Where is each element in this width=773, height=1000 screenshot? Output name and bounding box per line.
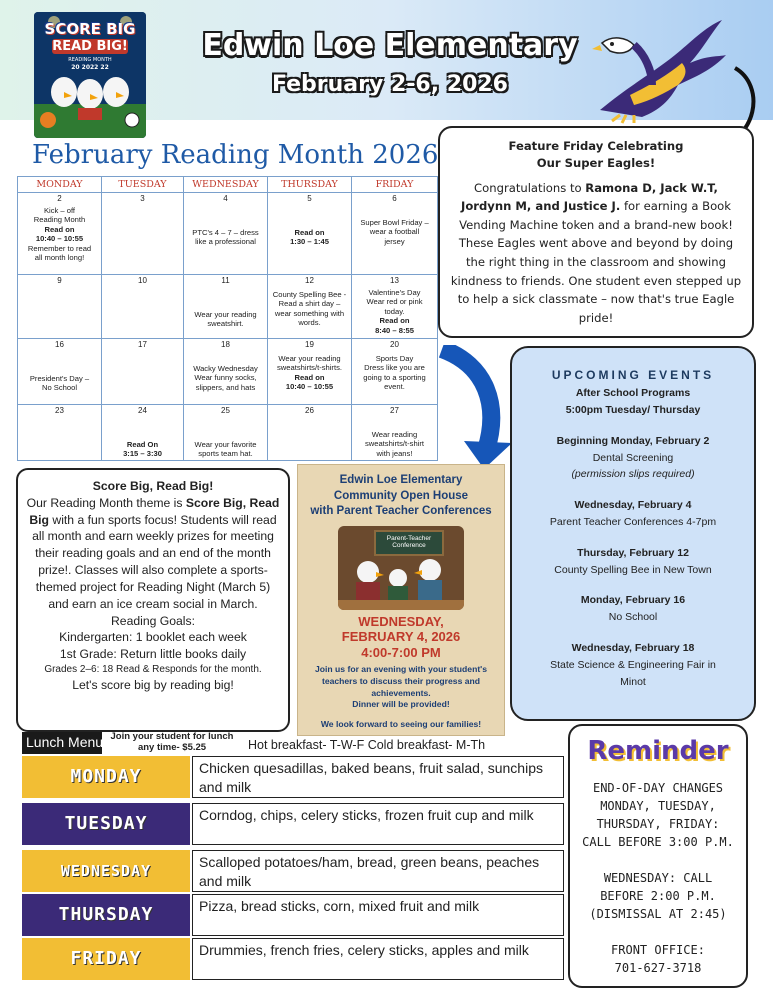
calendar-day-notes	[354, 354, 435, 392]
flyer-title-3: with Parent Teacher Conferences	[310, 505, 492, 518]
calendar-date-number: 24	[138, 406, 147, 415]
calendar-title: February Reading Month 2026	[32, 140, 439, 170]
calendar-note-line: with jeans!	[376, 448, 413, 458]
calendar-week	[18, 339, 438, 405]
events-list	[512, 385, 754, 690]
calendar-note-line: Wear your reading	[278, 354, 341, 363]
reminder-title: Reminder	[587, 736, 729, 766]
calendar-note-line: Sports Day	[375, 354, 414, 363]
calendar-date-number: 13	[390, 276, 399, 285]
calendar-date-number: 6	[392, 194, 397, 203]
calendar-day-notes	[20, 374, 99, 393]
calendar-day-notes	[270, 290, 349, 328]
calendar-date-number: 25	[221, 406, 230, 415]
calendar-day-notes	[20, 206, 99, 263]
calendar-note-line: today.	[384, 306, 405, 316]
calendar-day-cell	[352, 275, 438, 339]
open-house-flyer	[297, 464, 505, 736]
lunch-day-monday: MONDAY	[22, 756, 190, 798]
calendar-note-line: jersey	[384, 236, 405, 246]
calendar-day-cell	[268, 339, 352, 405]
flyer-title-1: Edwin Loe Elementary	[339, 474, 463, 486]
calendar-day-notes	[270, 354, 349, 392]
feature-text-start: Congratulations to	[474, 180, 586, 195]
calendar-day-cell	[102, 339, 184, 405]
week-dates: February 2-6, 2026	[271, 72, 508, 97]
calendar-day-notes	[354, 288, 435, 335]
events-title: UPCOMING EVENTS	[551, 368, 715, 382]
reminder-gap	[570, 851, 746, 869]
reminder-line-3: THURSDAY, FRIDAY:	[596, 817, 720, 831]
lunch-meal: Pizza, bread sticks, corn, mixed fruit and milk	[192, 894, 564, 936]
flyer-title	[298, 473, 504, 520]
event-item	[512, 497, 754, 531]
lunch-meal: Scalloped potatoes/ham, bread, green beans, peaches and milk	[192, 850, 564, 892]
logo-line-2: READ BIG!	[52, 39, 128, 54]
event-detail: Parent Teacher Conferences 4-7pm	[549, 515, 717, 528]
lunch-join-line-1: Join your student for lunch	[110, 731, 234, 742]
lunch-meal: Drummies, french fries, celery sticks, apples and milk	[192, 938, 564, 980]
event-heading: Wednesday, February 4	[574, 499, 692, 512]
event-heading: Monday, February 16	[580, 594, 686, 607]
calendar-day-cell	[102, 193, 184, 275]
calendar-note-line: Wear your reading	[194, 310, 257, 319]
calendar-note-line: 10:40 – 10:55	[35, 234, 84, 244]
calendar-note-line: Wear your favorite	[194, 440, 257, 449]
eagles-icon	[338, 554, 464, 610]
calendar-day-cell	[184, 275, 268, 339]
calendar-week	[18, 405, 438, 461]
calendar-day-notes	[186, 440, 265, 459]
feature-title-1: Feature Friday Celebrating	[508, 139, 684, 153]
calendar-day-cell	[18, 275, 102, 339]
lunch-join-note	[104, 732, 240, 754]
calendar-date-number: 16	[55, 340, 64, 349]
event-heading: Beginning Monday, February 2	[556, 434, 710, 447]
reminder-line-1: END-OF-DAY CHANGES	[592, 781, 724, 795]
calendar-note-line: 10:40 – 10:55	[285, 382, 334, 392]
sign-line-1: Parent-Teacher	[386, 534, 432, 542]
calendar-day-cell	[102, 405, 184, 461]
score-p1c: with a fun sports focus! Students will read all month and earn weekly prizes for meeting their reading goals and an end of the month prize!. Classes will also complete a sports-themed project for Reading Night (March 5) and earn an ice cream social in March.	[32, 512, 277, 611]
flyer-paragraph: Join us for an evening with your student's teachers to discuss their progress and achievements.	[314, 664, 488, 698]
calendar-day-header: THURSDAY	[268, 177, 352, 193]
calendar-note-line: Wear funny socks,	[194, 373, 257, 383]
reminder-line-8: FRONT OFFICE:	[611, 943, 705, 957]
reminder-line-7: (DISMISSAL AT 2:45)	[589, 907, 727, 921]
event-heading: Thursday, February 12	[577, 546, 689, 559]
calendar-day-cell	[18, 405, 102, 461]
calendar-day-cell	[184, 193, 268, 275]
logo-line-1: SCORE BIG	[44, 20, 136, 38]
calendar-note-line: slippers, and hats	[195, 382, 256, 392]
calendar-note-line: 3:15 – 3:30	[123, 449, 162, 459]
school-title: Edwin Loe Elementary	[202, 28, 578, 63]
event-detail: State Science & Engineering Fair in	[550, 658, 716, 671]
calendar-day-header: TUESDAY	[102, 177, 184, 193]
calendar-note-line: 1:30 – 1:45	[290, 237, 329, 247]
lunch-day-thursday: THURSDAY	[22, 894, 190, 936]
calendar-note-line: Reading Month	[33, 215, 86, 225]
upcoming-events-box	[510, 346, 756, 721]
calendar-day-cell	[352, 339, 438, 405]
calendar-note-line: Read on	[379, 316, 410, 326]
flyer-title-2: Community Open House	[333, 489, 469, 502]
flyer-day: WEDNESDAY,	[358, 613, 444, 629]
flyer-time: 4:00-7:00 PM	[361, 644, 441, 660]
calendar-date-number: 17	[138, 340, 147, 349]
calendar-note-line: Remember to read	[27, 243, 92, 253]
score-grades-2-6: Grades 2–6: 18 Read & Responds for the month.	[44, 664, 262, 676]
lunch-join-line-2: any time- $5.25	[137, 741, 207, 753]
calendar-date-number: 4	[223, 194, 228, 203]
calendar-note-line: Wear red or pink	[366, 297, 423, 307]
calendar-day-cell	[184, 405, 268, 461]
score-p1a: Our Reading Month theme is	[26, 495, 186, 510]
event-item	[512, 385, 754, 419]
calendar-day-notes	[104, 440, 181, 459]
calendar-date-number: 5	[307, 194, 312, 203]
calendar-note-line: Read a shirt day –	[278, 299, 341, 309]
score-big-box	[16, 468, 290, 732]
reading-month-calendar	[17, 176, 438, 461]
event-item	[512, 545, 754, 579]
calendar-note-line: Valentine's Day	[368, 288, 421, 297]
calendar-date-number: 20	[390, 340, 399, 349]
calendar-date-number: 3	[140, 194, 145, 203]
calendar-day-cell	[18, 193, 102, 275]
calendar-note-line: sweatshirt.	[207, 319, 244, 329]
score-kindergarten: Kindergarten: 1 booklet each week	[59, 630, 247, 645]
calendar-week	[18, 193, 438, 275]
score-first-grade: 1st Grade: Return little books daily	[59, 647, 247, 662]
calendar-note-line: wear a football	[369, 227, 420, 237]
calendar-note-line: wear something with	[274, 308, 345, 318]
calendar-note-line: Super Bowl Friday –	[360, 218, 429, 227]
calendar-day-cell	[18, 339, 102, 405]
calendar-date-number: 10	[138, 276, 147, 285]
lunch-meal: Chicken quesadillas, baked beans, fruit salad, sunchips and milk	[192, 756, 564, 798]
calendar-day-header: MONDAY	[18, 177, 102, 193]
breakfast-note: Hot breakfast- T-W-F Cold breakfast- M-Th	[248, 738, 486, 752]
calendar-note-line: 8:40 – 8:55	[375, 325, 414, 335]
event-gap	[512, 626, 754, 640]
calendar-note-line: words.	[298, 318, 321, 328]
event-item	[512, 433, 754, 483]
reminder-line-4: CALL BEFORE 3:00 P.M.	[582, 835, 734, 849]
calendar-day-header: WEDNESDAY	[184, 177, 268, 193]
event-detail: 5:00pm Tuesday/ Thursday	[565, 403, 701, 416]
score-paragraph	[24, 495, 282, 613]
calendar-date-number: 18	[221, 340, 230, 349]
calendar-note-line: Kick – off	[43, 206, 76, 215]
calendar-day-notes	[186, 310, 265, 329]
lunch-day-friday: FRIDAY	[22, 938, 190, 980]
calendar-day-notes	[186, 364, 265, 392]
reminder-line-6: BEFORE 2:00 P.M.	[600, 889, 716, 903]
flyer-closing: We look forward to seeing our families!	[320, 718, 482, 729]
feature-text-end: for earning a Book Vending Machine token and a brand-new book! These Eagles went above and beyond by doing the right thing in the classroom and showing kindness to friends. One student even stepped up to help a sick classmate – now that's true Eagle pride!	[450, 199, 742, 325]
event-gap	[512, 419, 754, 433]
calendar-day-notes	[186, 228, 265, 247]
calendar-date-number: 26	[305, 406, 314, 415]
calendar-note-line: President's Day –	[29, 374, 90, 383]
event-detail-2: (permission slips required)	[571, 468, 695, 481]
flyer-full-date: FEBRUARY 4, 2026	[341, 629, 461, 645]
calendar-note-line: Read on	[294, 228, 325, 237]
sign-line-2: Conference	[392, 542, 426, 550]
event-gap	[512, 483, 754, 497]
lunch-meal: Corndog, chips, celery sticks, frozen fruit cup and milk	[192, 803, 564, 845]
calendar-note-line: Read on	[44, 224, 75, 234]
reminder-line-2: MONDAY, TUESDAY,	[600, 799, 716, 813]
reminder-line-5: WEDNESDAY: CALL	[603, 871, 713, 885]
lunch-day-tuesday: TUESDAY	[22, 803, 190, 845]
calendar-note-line: sports team hat.	[198, 449, 253, 459]
flyer-date	[298, 614, 504, 661]
calendar-note-line: Dress like you are	[364, 363, 425, 373]
calendar-day-header: FRIDAY	[352, 177, 438, 193]
event-heading: Wednesday, February 18	[571, 641, 695, 654]
calendar-note-line: going to a sporting	[363, 372, 426, 382]
calendar-day-cell	[102, 275, 184, 339]
score-closing: Let's score big by reading big!	[72, 677, 234, 692]
calendar-week	[18, 275, 438, 339]
reminder-box	[568, 724, 748, 988]
calendar-day-cell	[268, 193, 352, 275]
calendar-date-number: 23	[55, 406, 64, 415]
calendar-day-cell	[352, 193, 438, 275]
event-gap	[512, 578, 754, 592]
event-detail: County Spelling Bee in New Town	[554, 563, 712, 576]
feature-names: Ramona D, Jack W.T, Jordynn M, and Justice J.	[461, 180, 718, 214]
calendar-note-line: Read On	[126, 440, 159, 449]
calendar-day-cell	[268, 405, 352, 461]
event-detail-2: Minot	[620, 675, 646, 688]
calendar-date-number: 19	[305, 340, 314, 349]
event-detail: Dental Screening	[592, 451, 674, 464]
calendar-date-number: 12	[305, 276, 314, 285]
calendar-note-line: County Spelling Bee -	[272, 290, 347, 299]
event-detail: No School	[608, 611, 658, 624]
score-big-logo	[34, 12, 146, 138]
lunch-menu-label: Lunch Menu	[22, 732, 102, 754]
score-theme: Score Big, Read Big	[29, 495, 280, 527]
calendar-note-line: Read on	[294, 372, 325, 382]
score-goals: Reading Goals:	[110, 613, 195, 628]
event-item	[512, 592, 754, 626]
calendar-note-line: No School	[41, 383, 78, 393]
event-gap	[512, 531, 754, 545]
calendar-date-number: 2	[57, 194, 62, 203]
calendar-date-number: 27	[390, 406, 399, 415]
flyer-dinner: Dinner will be provided!	[352, 699, 450, 710]
conference-sign	[374, 530, 444, 556]
conference-illustration	[338, 526, 464, 610]
calendar-day-cell	[352, 405, 438, 461]
logo-line-3: READING MONTH	[68, 57, 112, 63]
lunch-day-wednesday: WEDNESDAY	[22, 850, 190, 892]
calendar-day-notes	[354, 218, 435, 246]
score-title: Score Big, Read Big!	[92, 479, 214, 493]
calendar-note-line: sweatshirts/t-shirts.	[277, 363, 342, 373]
reminder-phone: 701-627-3718	[614, 961, 702, 975]
calendar-day-notes	[270, 228, 349, 247]
logo-line-4: 20 2022 22	[71, 64, 109, 71]
calendar-date-number: 9	[57, 276, 62, 285]
blue-arrow-icon	[436, 345, 516, 470]
calendar-note-line: like a professional	[195, 237, 256, 247]
calendar-note-line: sweatshirts/t-shirt	[364, 439, 425, 449]
calendar-note-line: Wear reading	[371, 430, 418, 439]
feature-text	[450, 179, 742, 327]
reminder-gap-2	[570, 923, 746, 941]
calendar-note-line: Wacky Wednesday	[193, 364, 258, 373]
event-item	[512, 640, 754, 690]
calendar-note-line: PTC's 4 – 7 – dress	[192, 228, 259, 237]
calendar-day-notes	[354, 430, 435, 458]
feature-friday-box	[438, 126, 754, 338]
calendar-note-line: event.	[384, 382, 405, 392]
event-heading: After School Programs	[575, 387, 691, 400]
calendar-note-line: all month long!	[34, 253, 85, 263]
calendar-day-cell	[184, 339, 268, 405]
calendar-date-number: 11	[221, 276, 230, 285]
feature-title-2: Our Super Eagles!	[536, 156, 656, 171]
calendar-day-cell	[268, 275, 352, 339]
